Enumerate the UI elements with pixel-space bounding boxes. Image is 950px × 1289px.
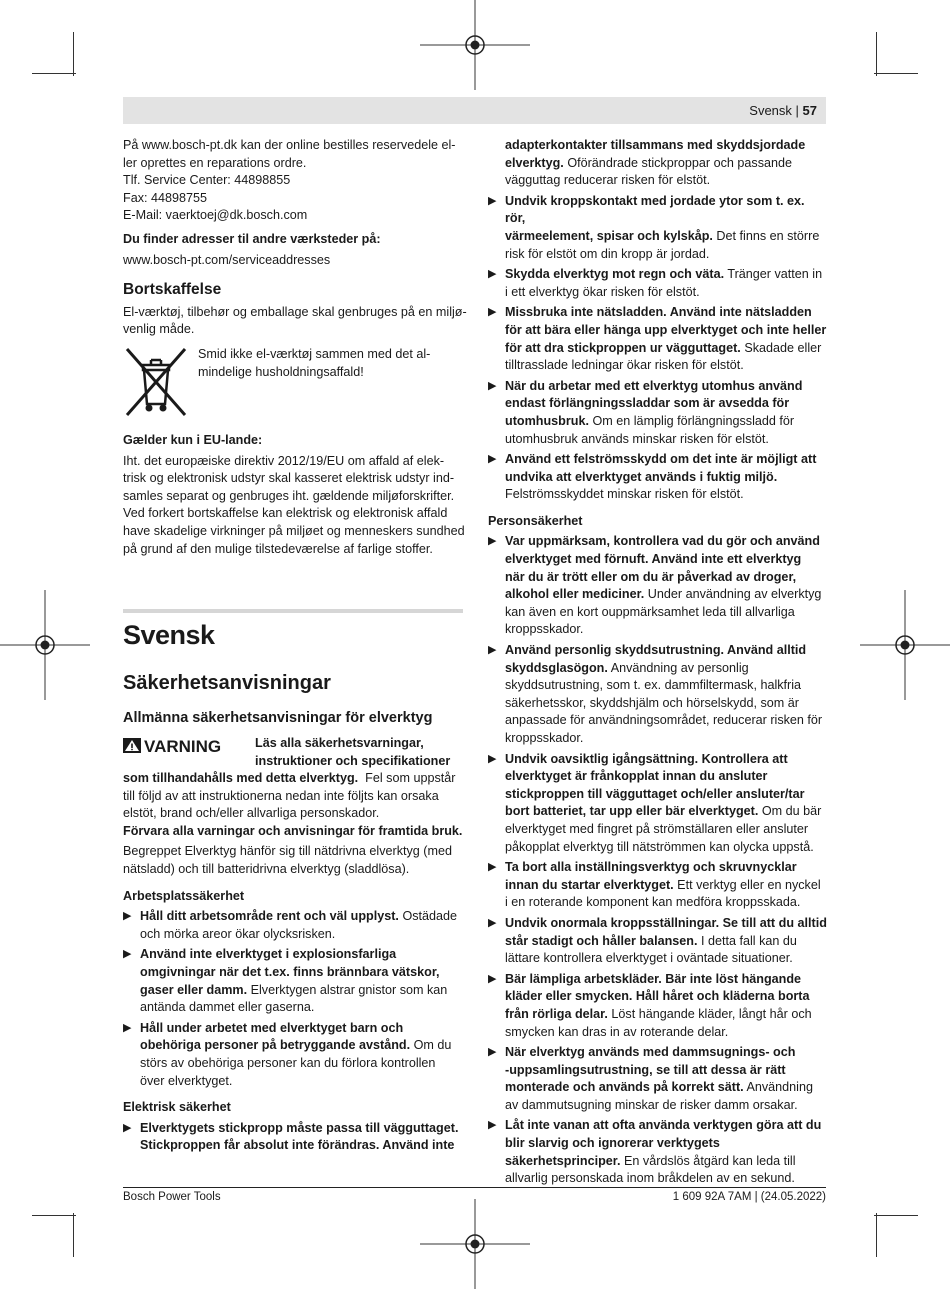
bullet-bold: elverktyget med förnuft. Använd inte ett elverktyg [505,552,802,567]
bullet-text: tilltrasslade ledningar ökar risken för elstöt. [505,358,744,373]
disposal-heading: Bortskaffelse [123,281,222,299]
list-item: ▶ Skydda elverktyg mot regn och väta. Tränger vatten in i ett elverktyg ökar risken för elstöt. [488,266,828,301]
bullet-bold: Bär lämpliga arbetskläder. Bär inte löst hängande [505,971,802,986]
list-item: ▶ Bär lämpliga arbetskläder. Bär inte löst hängande kläder eller smycken. Håll håret och kläderna borta från rörliga delar. Löst hängande kläder, långt hår och smycken kan dras in av roterande delar. [488,971,828,1041]
bullet-text: Om du bär [761,804,822,819]
eu-heading: Gælder kun i EU-lande: [123,433,263,447]
bullet-text: vägguttag reducerar risken för elstöt. [505,173,711,188]
page-header [123,97,826,124]
footer-rule [123,1187,826,1188]
header-section: Svensk [749,103,792,118]
bullet-bold: Ta bort alla inställningsverktyg och skruvnycklar [505,860,797,875]
bullet-bold: för att bära eller hänga upp elverktyget och inte heller [505,322,827,337]
list-item: ▶ Undvik onormala kroppsställningar. Se till att du alltid står stadigt och håller balansen. I detta fall kan du lättare kontrollera elverktyget i oväntade situationer. [488,915,828,968]
language-title: Svensk [123,620,215,650]
disposal-icon-line: Smid ikke el-værktøj sammen med det al- [198,347,431,361]
personal-safety-heading: Personsäkerhet [488,513,583,528]
bullet-bold: Stickproppen får absolut inte förändras. Använd inte [140,1138,455,1153]
bullet-text: Om en lämplig förlängningssladd för [592,413,795,428]
bullet-text: lättare kontrollera elverktyget i oväntade situationer. [505,951,793,966]
bullet-bold: elverktyg. [505,155,564,170]
bullet-bold: adapterkontakter tillsammans med skyddsjordade [505,138,806,152]
bullet-bold: omgivningar när det t.ex. finns brännbara vätskor, [140,964,440,979]
bullet-text: utomhusbruk används minskar risken för elstöt. [505,431,769,446]
bullet-text: Användning [746,1080,813,1095]
addresses-heading: Du finder adresser til andre værksteder på: [123,231,381,246]
bullet-bold: stickproppen till vägguttaget och/eller ansluter/tar [505,786,805,801]
bullet-bold: från rörliga delar. [505,1006,608,1021]
bullet-text: i en roterande komponent kan medföra kroppsskada. [505,895,801,910]
electrical-heading: Elektrisk säkerhet [123,1100,231,1115]
list-item: ▶ Ta bort alla inställningsverktyg och skruvnycklar innan du startar elverktyget. Ett verktyg eller en nyckel i en roterande komponent kan medföra kroppsskada. [488,859,828,912]
warning-text: Fel som uppstår [365,771,456,785]
registration-mark-bottom [420,1199,530,1289]
eu-line: have skadelige virkninger på miljøet og menneskers sundhed [123,523,465,538]
bullet-text: Skadade eller [744,340,822,355]
warning-label: VARNING [144,737,222,756]
left-column [123,137,468,339]
footer-publisher: Bosch Power Tools [123,1191,221,1203]
bullet-bold: När du arbetar med ett elverktyg utomhus använd [505,378,803,393]
disposal-text: venlig måde. [123,322,195,337]
bullet-text: över elverktyget. [140,1073,233,1088]
eu-line: Iht. det europæiske direktiv 2012/19/EU om affald af elek- [123,453,445,468]
bullet-bold: innan du startar elverktyget. [505,877,674,892]
bullet-text: Tränger vatten in [727,267,823,282]
eu-line: trisk og elektronisk udstyr skal kasseret elektrisk udstyr ind- [123,471,455,486]
addresses-url[interactable]: www.bosch-pt.com/serviceaddresses [123,252,331,267]
contact-line: Tlf. Service Center: 44898855 [123,173,291,188]
bullet-bold: för att dra stickproppen ur vägguttaget. [505,340,741,355]
bullet-text: av dammutsugning minskar de risker damm orsakar. [505,1097,798,1112]
bullet-text: Under användning av elverktyg [647,587,822,602]
bullet-bold: värmeelement, spisar och kylskåp. [505,228,713,243]
bullet-bold: endast förlängningssladdar som är avsedda för [505,396,790,411]
registration-mark-right [860,590,950,700]
list-item: ▶ Undvik kroppskontakt med jordade ytor som t. ex. rör, värmeelement, spisar och kylskåp. Det finns en större risk för elstöt om din kropp är jordad. [488,193,828,263]
right-column [488,137,828,1188]
bullet-bold: när du är trött eller om du är påverkad av droger, [505,569,797,584]
warning-badge [123,737,221,757]
list-item: ▶ Håll under arbetet med elverktyget barn och obehöriga personer på betryggande avstånd. Om du störs av obehöriga personer kan du förlora kontrollen över elverktyget. [123,1020,468,1090]
crossed-bin-icon [123,346,189,418]
bullet-bold: Låt inte vanan att ofta använda verktygen göra att du [505,1118,822,1133]
keep-instructions: Förvara alla varningar och anvisningar för framtida bruk. [123,823,463,838]
bullet-text: allvarlig personskada inom bråkdelen av en sekund. [505,1171,795,1186]
bullet-text: i ett elverktyg ökar risken för elstöt. [505,284,700,299]
bullet-bold: Skydda elverktyg mot regn och väta. [505,267,725,282]
bullet-bold: Missbruka inte nätsladden. Använd inte nätsladden [505,305,812,320]
list-item: ▶ Elverktygets stickpropp måste passa till vägguttaget. Stickproppen får absolut inte förändras. Använd inte [123,1120,468,1155]
bullet-text: Användning av personlig [610,660,749,675]
eu-line: Ved forkert bortskaffelse kan elektrisk og elektronisk affald [123,506,448,521]
bullet-bold: -uppsamlingsutrustning, se till att dessa är rätt [505,1062,786,1077]
bullet-bold: elverktyget är frånkopplat innan du ansluter [505,769,768,784]
bullet-bold: obehöriga personer på betryggande avstånd. [140,1038,411,1053]
disposal-text: El-værktøj, tilbehør og emballage skal genbruges på en miljø- [123,304,467,319]
bullet-text: kan även en kort ouppmärksamhet leda till allvarliga [505,604,795,619]
warning-line: instruktioner och specifikationer [255,753,451,768]
bullet-text: Ett verktyg eller en nyckel [677,877,821,892]
bullet-bold: När elverktyg används med dammsugnings- och [505,1045,796,1060]
general-section [123,770,468,1155]
disposal-icon-line: mindelige husholdningsaffald! [198,364,364,379]
bullet-text: Felströmsskyddet minskar risken för elstöt. [505,487,744,502]
bullet-text: antända dammet eller gaserna. [140,1000,315,1015]
warning-continuation: som tillhandahålls med detta elverktyg. [123,771,359,785]
warning-intro [255,735,465,770]
bullet-bold: utomhusbruk. [505,413,589,428]
list-item: ▶ När du arbetar med ett elverktyg utomhus använd endast förlängningssladdar som är avsedda för utomhusbruk. Om en lämplig förlängningssladd för utomhusbruk används minskar risken för elstöt. [488,378,828,448]
contact-line: E-Mail: vaerktoej@dk.bosch.com [123,208,308,223]
bullet-bold: Håll under arbetet med elverktyget barn och [140,1020,404,1035]
header-label: Svensk | 57 [749,103,817,118]
bullet-text: elverktyget med fingret på strömställaren eller ansluter [505,821,809,836]
bullet-bold: bort batteriet, tar upp eller bär elverktyget. [505,804,759,819]
disposal-icon-text [198,346,468,381]
bullet-bold: Använd inte elverktyget i explosionsfarliga [140,947,397,962]
bullet-text: störs av obehöriga personer kan du förlora kontrollen [140,1055,436,1070]
safety-title: Säkerhetsanvisningar [123,672,331,694]
bullet-text: säkerhetsskor, skyddshjälm och hörselskydd, som är [505,695,799,710]
bullet-text: Löst hängande kläder, långt hår och [611,1006,812,1021]
warning-icon [123,738,141,753]
bullet-bold: Var uppmärksam, kontrollera vad du gör och använd [505,534,820,549]
list-item: ▶ Låt inte vanan att ofta använda verktygen göra att du blir slarvig och ignorerar verktygets säkerhetsprinciper. En vårdslös åtgärd kan leda till allvarlig personskada inom bråkdelen av en sekund. [488,1117,828,1187]
list-item: ▶ Var uppmärksam, kontrollera vad du gör och använd elverktyget med förnuft. Använd inte ett elverktyg när du är trött eller om du är påverkad av droger, alkohol eller mediciner. Under användning av elverktyg kan även en kort ouppmärksamhet leda till allvarliga kroppsskador. [488,533,828,639]
warning-line: Läs alla säkerhetsvarningar, [255,736,424,750]
bullet-text: skyddsutrustning, som t. ex. dammfiltermask, halkfria [505,678,802,693]
page-number: 57 [802,103,817,118]
bullet-bold: alkohol eller mediciner. [505,587,645,602]
warning-text: elstöt, brand och/eller allvarliga personskador. [123,806,380,821]
list-item: ▶ Missbruka inte nätsladden. Använd inte nätsladden för att bära eller hänga upp elverktyget och inte heller för att dra stickproppen ur vägguttaget. Skadade eller tilltrasslade ledningar ökar risken för elstöt. [488,304,828,374]
bullet-bold: Håll ditt arbetsområde rent och väl upplyst. [140,909,399,924]
bullet-text: påkopplat elverktyg till nätströmmen kan olycka uppstå. [505,839,814,854]
general-safety-title: Allmänna säkerhetsanvisningar för elverktyg [123,710,433,726]
bullet-bold: monterade och används på korrekt sätt. [505,1080,744,1095]
bullet-bold: Undvik kroppskontakt med jordade ytor som t. ex. rör, [505,193,805,226]
bullet-text: Elverktygen alstrar gnistor som kan [250,982,448,997]
bullet-text: risk för elstöt om din kropp är jordad. [505,246,710,261]
bullet-bold: säkerhetsprinciper. [505,1153,621,1168]
footer-doc-id: 1 609 92A 7AM | (24.05.2022) [672,1191,826,1203]
term-text: Begreppet Elverktyg hänför sig till nätdrivna elverktyg (med [123,844,452,859]
bullet-bold: skyddsglasögon. [505,660,608,675]
bullet-bold: Använd ett felströmsskydd om det inte är möjligt att [505,452,817,467]
work-area-heading: Arbetsplatssäkerhet [123,888,245,903]
bullet-text: Ostädade [402,909,458,924]
bullet-bold: står stadigt och håller balansen. [505,933,698,948]
warning-text: till följd av att instruktionerna nedan inte följts kan orsaka [123,788,439,803]
bullet-bold: Undvik oavsiktlig igångsättning. Kontrollera att [505,751,788,766]
bullet-bold: gaser eller damm. [140,982,248,997]
registration-mark-left [0,590,90,700]
bullet-text: och mörka areor ökar olycksrisken. [140,926,336,941]
eu-section [123,432,468,558]
bullet-bold: Undvik onormala kroppsställningar. Se till att du alltid [505,915,827,930]
bullet-text: I detta fall kan du [700,933,797,948]
eu-line: samles separat og genbruges iht. gældende miljøforskrifter. [123,488,455,503]
bullet-bold: Elverktygets stickpropp måste passa till vägguttaget. [140,1120,459,1135]
list-item-continued [488,137,828,190]
list-item: ▶ Håll ditt arbetsområde rent och väl upplyst. Ostädade och mörka areor ökar olycksrisken. [123,908,468,943]
bullet-bold: kläder eller smycken. Håll håret och kläderna borta [505,989,810,1004]
bullet-text: kroppsskador. [505,622,584,637]
bullet-bold: Använd personlig skyddsutrustning. Använd alltid [505,643,807,658]
bullet-bold: blir slarvig och ignorerar verktygets [505,1136,720,1151]
contact-line: På www.bosch-pt.dk kan der online bestilles reservedele el- [123,138,456,152]
contact-line: Fax: 44898755 [123,190,208,205]
list-item: ▶ Använd inte elverktyget i explosionsfarliga omgivningar när det t.ex. finns brännbara vätskor, gaser eller damm. Elverktygen alstrar gnistor som kan antända dammet eller gaserna. [123,946,468,1016]
bullet-text: smycken kan dras in av roterande delar. [505,1024,729,1039]
bullet-text: kroppsskador. [505,731,584,745]
bullet-text: Oförändrade stickproppar och passande [567,155,793,170]
bullet-bold: undvika att elverktyget används i fuktig miljö. [505,469,778,484]
contact-line: ler oprettes en reparations ordre. [123,155,307,170]
section-divider [123,609,463,613]
eu-line: på grund af den mulige tilstedeværelse af farlige stoffer. [123,541,433,556]
bullet-text: Om du [413,1038,452,1053]
registration-mark-top [420,0,530,90]
bullet-text: En vårdslös åtgärd kan leda till [624,1153,796,1168]
list-item: ▶ Använd ett felströmsskydd om det inte är möjligt att undvika att elverktyget används i fuktig miljö. Felströmsskyddet minskar risken för elstöt. [488,451,828,504]
term-text: nätsladd) och till batteridrivna elverktyg (sladdlösa). [123,861,410,876]
bullet-text: anpassade för användningsområdet, reducerar risken för [505,713,823,728]
bullet-text: Det finns en större [716,228,820,243]
list-item: ▶ När elverktyg används med dammsugnings- och -uppsamlingsutrustning, se till att dessa är rätt monterade och används på korrekt sätt. Användning av dammutsugning minskar de risker damm orsakar. [488,1044,828,1114]
list-item: ▶ Undvik oavsiktlig igångsättning. Kontrollera att elverktyget är frånkopplat innan du ansluter stickproppen till vägguttaget och/eller ansluter/tar bort batteriet, tar upp eller bär elverktyget. Om du bär elverktyget med fingret på strömställaren eller ansluter påkopplat elverktyg till nätströmmen kan olycka uppstå. [488,751,828,857]
list-item: ▶ Använd personlig skyddsutrustning. Använd alltid skyddsglasögon. Användning av personlig skyddsutrustning, som t. ex. dammfiltermask, halkfria säkerhetsskor, skyddshjälm och hörselskydd, som är anpassade för användningsområdet, reducerar risken för kroppsskador. [488,642,828,748]
